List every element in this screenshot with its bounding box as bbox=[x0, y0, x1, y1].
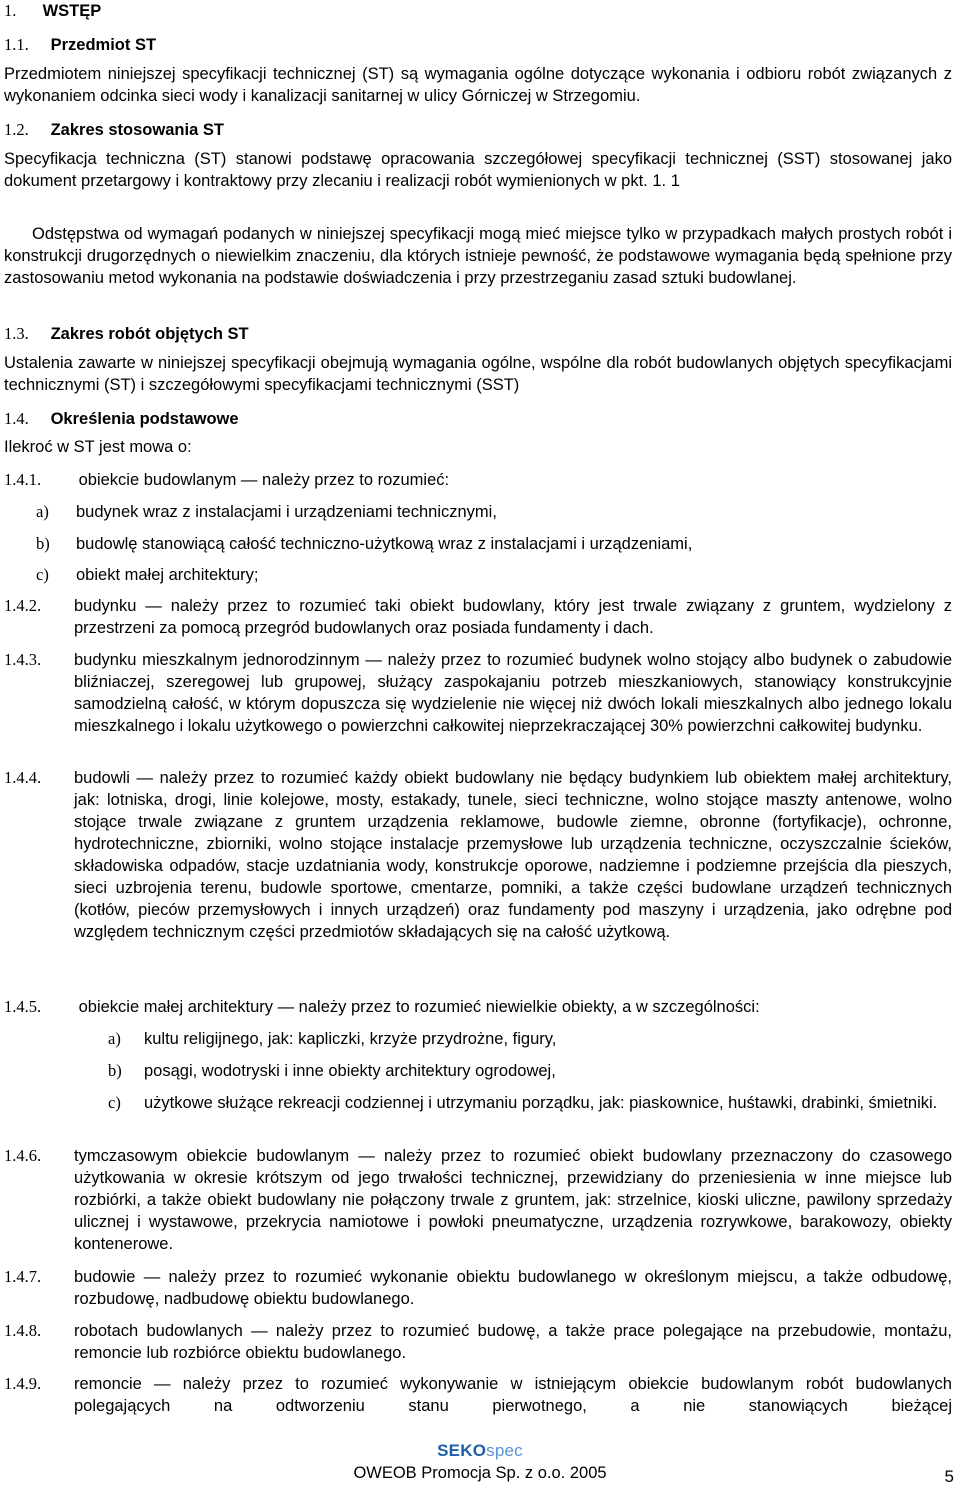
definition-1-4-1 bbox=[4, 469, 449, 491]
definition-text: remoncie — należy przez to rozumieć wykonywanie w istniejącym obiekcie budowlanym robót budowlanych polegających na odtworzeniu stanu pierwotnego, a nie stanowiących bieżącej bbox=[74, 1375, 952, 1415]
definition-number: 1.4.2. bbox=[4, 596, 42, 615]
definition-1-4-7 bbox=[4, 1266, 952, 1310]
section-heading-1-1 bbox=[4, 34, 156, 56]
definition-number: 1.4.5. bbox=[4, 997, 42, 1016]
paragraph-zakres-1: Specyfikacja techniczna (ST) stanowi podstawę opracowania szczegółowej specyfikacji technicznej (SST) stosowanej jako dokument przetargowy i kontraktowy przy zlecaniu i realizacji robót wymienionych w pkt. 1. 1 bbox=[4, 150, 952, 190]
list-item bbox=[36, 564, 952, 586]
list-marker: a) bbox=[36, 502, 49, 521]
definition-text: budowli — należy przez to rozumieć każdy obiekt budowlany nie będący budynkiem lub obiektem małej architektury, jak: lotniska, drogi, linie kolejowe, mosty, estakady, tunele, sieci techniczne, wolno stojące maszty antenowe, wolno stojące trwale związane z gruntem urządzenia reklamowe, budowle ziemne, obronne (fortyfikacje), ochronne, hydrotechniczne, zbiorniki, wolno stojące instalacje przemysłowe lub urządzenia techniczne, oczyszczalnie ścieków, składowiska odpadów, stacje uzdatniania wody, konstrukcje oporowe, nadziemne i podziemne przejścia dla pieszych, sieci uzbrojenia terenu, budowle sportowe, cmentarze, pomniki, a także części budowlane urządzeń technicznych (kotłów, pieców przemysłowych i innych urządzeń) oraz fundamenty pod maszyny i urządzenia, jako odrębne pod względem technicznym części przedmiotów składających się na całość użytkową. bbox=[74, 769, 952, 941]
definition-number: 1.4.3. bbox=[4, 650, 42, 669]
section-title: Zakres stosowania ST bbox=[50, 121, 224, 139]
list-marker: c) bbox=[36, 565, 49, 584]
section-number: 1.1. bbox=[4, 35, 29, 54]
list-item bbox=[108, 1060, 952, 1082]
list-item-text: kultu religijnego, jak: kapliczki, krzyże przydrożne, figury, bbox=[144, 1030, 557, 1048]
paragraph-intro: Ilekroć w ST jest mowa o: bbox=[4, 438, 192, 456]
page-number: 5 bbox=[944, 1467, 954, 1486]
definition-number: 1.4.8. bbox=[4, 1321, 42, 1340]
list-marker: c) bbox=[108, 1093, 121, 1112]
definition-text: tymczasowym obiekcie budowlanym — należy przez to rozumieć obiekt budowlany przeznaczony do czasowego użytkowania w okresie krótszym od jego trwałości technicznej, przewidziany do przeniesienia w inne miejsce lub rozbiórki, a także obiekt budowlany nie połączony trwale z gruntem, jak: strzelnice, kioski uliczne, pawilony sprzedaży ulicznej i wystawowe, przekrycia namiotowe i powłoki pneumatyczne, urządzenia rozrywkowe, barakowozy, obiekty kontenerowe. bbox=[74, 1147, 952, 1253]
definition-text: budowie — należy przez to rozumieć wykonanie obiektu budowlanego w określonym miejscu, a także odbudowę, rozbudowę, nadbudowę obiektu budowlanego. bbox=[74, 1268, 952, 1308]
definition-1-4-2 bbox=[4, 595, 952, 639]
definition-text: robotach budowlanych — należy przez to rozumieć budowę, a także prace polegające na przebudowie, montażu, remoncie lub rozbiórce obiektu budowlanego. bbox=[74, 1322, 952, 1362]
definition-1-4-8 bbox=[4, 1320, 952, 1364]
list-item-text: użytkowe służące rekreacji codziennej i utrzymaniu porządku, jak: piaskownice, huśtawki, drabinki, śmietniki. bbox=[144, 1094, 938, 1112]
section-title: Określenia podstawowe bbox=[50, 410, 239, 428]
section-title: Zakres robót objętych ST bbox=[50, 325, 249, 343]
list-item bbox=[36, 533, 952, 555]
section-heading-1-4 bbox=[4, 408, 239, 430]
section-number: 1.4. bbox=[4, 409, 29, 428]
section-title: Przedmiot ST bbox=[50, 36, 157, 54]
definition-number: 1.4.9. bbox=[4, 1374, 42, 1393]
list-item-text: budowlę stanowiącą całość techniczno-użytkową wraz z instalacjami i urządzeniami, bbox=[76, 535, 693, 553]
sekospec-logo bbox=[437, 1441, 523, 1460]
list-marker: b) bbox=[108, 1061, 122, 1080]
list-marker: b) bbox=[36, 534, 50, 553]
chapter-heading bbox=[4, 0, 101, 22]
definition-1-4-4 bbox=[4, 767, 952, 943]
definition-text: budynku mieszkalnym jednorodzinnym — należy przez to rozumieć budynek wolno stojący albo budynek o zabudowie bliźniaczej, szeregowej lub grupowej, służący zaspokajaniu potrzeb mieszkaniowych, stanowiący konstrukcyjnie samodzielną całość, w którym dopuszcza się wydzielenie nie więcej niż dwóch lokali mieszkalnych albo jednego lokalu mieszkalnego i lokalu użytkowego o powierzchni całkowitej nieprzekraczającej 30% powierzchni całkowitej budynku. bbox=[74, 651, 952, 735]
paragraph-zakres-2: Odstępstwa od wymagań podanych w niniejszej specyfikacji mogą mieć miejsce tylko w przypadkach małych prostych robót i konstrukcji drugorzędnych o niewielkim znaczeniu, dla których istnieje pewność, że podstawowe wymagania będą spełnione przy zastosowaniu metod wykonania na podstawie doświadczenia i przy przestrzeganiu zasad sztuki budowlanej. bbox=[4, 225, 952, 287]
logo-part-a: SEKO bbox=[437, 1441, 487, 1460]
section-heading-1-3 bbox=[4, 323, 249, 345]
list-item-text: budynek wraz z instalacjami i urządzeniami technicznymi, bbox=[76, 503, 497, 521]
list-item-text: posągi, wodotryski i inne obiekty architektury ogrodowej, bbox=[144, 1062, 556, 1080]
definition-number: 1.4.4. bbox=[4, 768, 42, 787]
definition-number: 1.4.7. bbox=[4, 1267, 42, 1286]
chapter-number: 1. bbox=[4, 1, 17, 20]
paragraph-zakres-robot: Ustalenia zawarte w niniejszej specyfikacji obejmują wymagania ogólne, wspólne dla robót budowlanych objętych specyfikacjami technicznymi (ST) i szczegółowymi specyfikacjami technicznymi (SST) bbox=[4, 354, 952, 394]
list-item bbox=[108, 1092, 952, 1114]
logo-part-b: spec bbox=[486, 1441, 523, 1460]
definition-number: 1.4.1. bbox=[4, 470, 42, 489]
list-item bbox=[108, 1028, 952, 1050]
definition-text: budynku — należy przez to rozumieć taki obiekt budowlany, który jest trwale związany z gruntem, wydzielony z przestrzeni za pomocą przegród budowlanych oraz posiada fundamenty i dach. bbox=[74, 597, 952, 637]
footer-logo bbox=[0, 1440, 960, 1462]
definition-1-4-6 bbox=[4, 1145, 952, 1255]
footer-company: OWEOB Promocja Sp. z o.o. 2005 bbox=[353, 1464, 607, 1482]
list-item bbox=[36, 501, 952, 523]
chapter-title: WSTĘP bbox=[42, 2, 102, 20]
section-number: 1.3. bbox=[4, 324, 29, 343]
section-number: 1.2. bbox=[4, 120, 29, 139]
definition-text: obiekcie małej architektury — należy przez to rozumieć niewielkie obiekty, a w szczególności: bbox=[78, 998, 760, 1016]
paragraph-przedmiot: Przedmiotem niniejszej specyfikacji technicznej (ST) są wymagania ogólne dotyczące wykonania i odbioru robót związanych z wykonaniem odcinka sieci wody i kanalizacji sanitarnej w ulicy Górniczej w Strzegomiu. bbox=[4, 65, 952, 105]
definition-text: obiekcie budowlanym — należy przez to rozumieć: bbox=[78, 471, 450, 489]
list-item-text: obiekt małej architektury; bbox=[76, 566, 259, 584]
list-marker: a) bbox=[108, 1029, 121, 1048]
definition-1-4-9 bbox=[4, 1373, 952, 1417]
definition-1-4-5 bbox=[4, 996, 760, 1018]
definition-1-4-3 bbox=[4, 649, 952, 737]
definition-number: 1.4.6. bbox=[4, 1146, 42, 1165]
section-heading-1-2 bbox=[4, 119, 224, 141]
